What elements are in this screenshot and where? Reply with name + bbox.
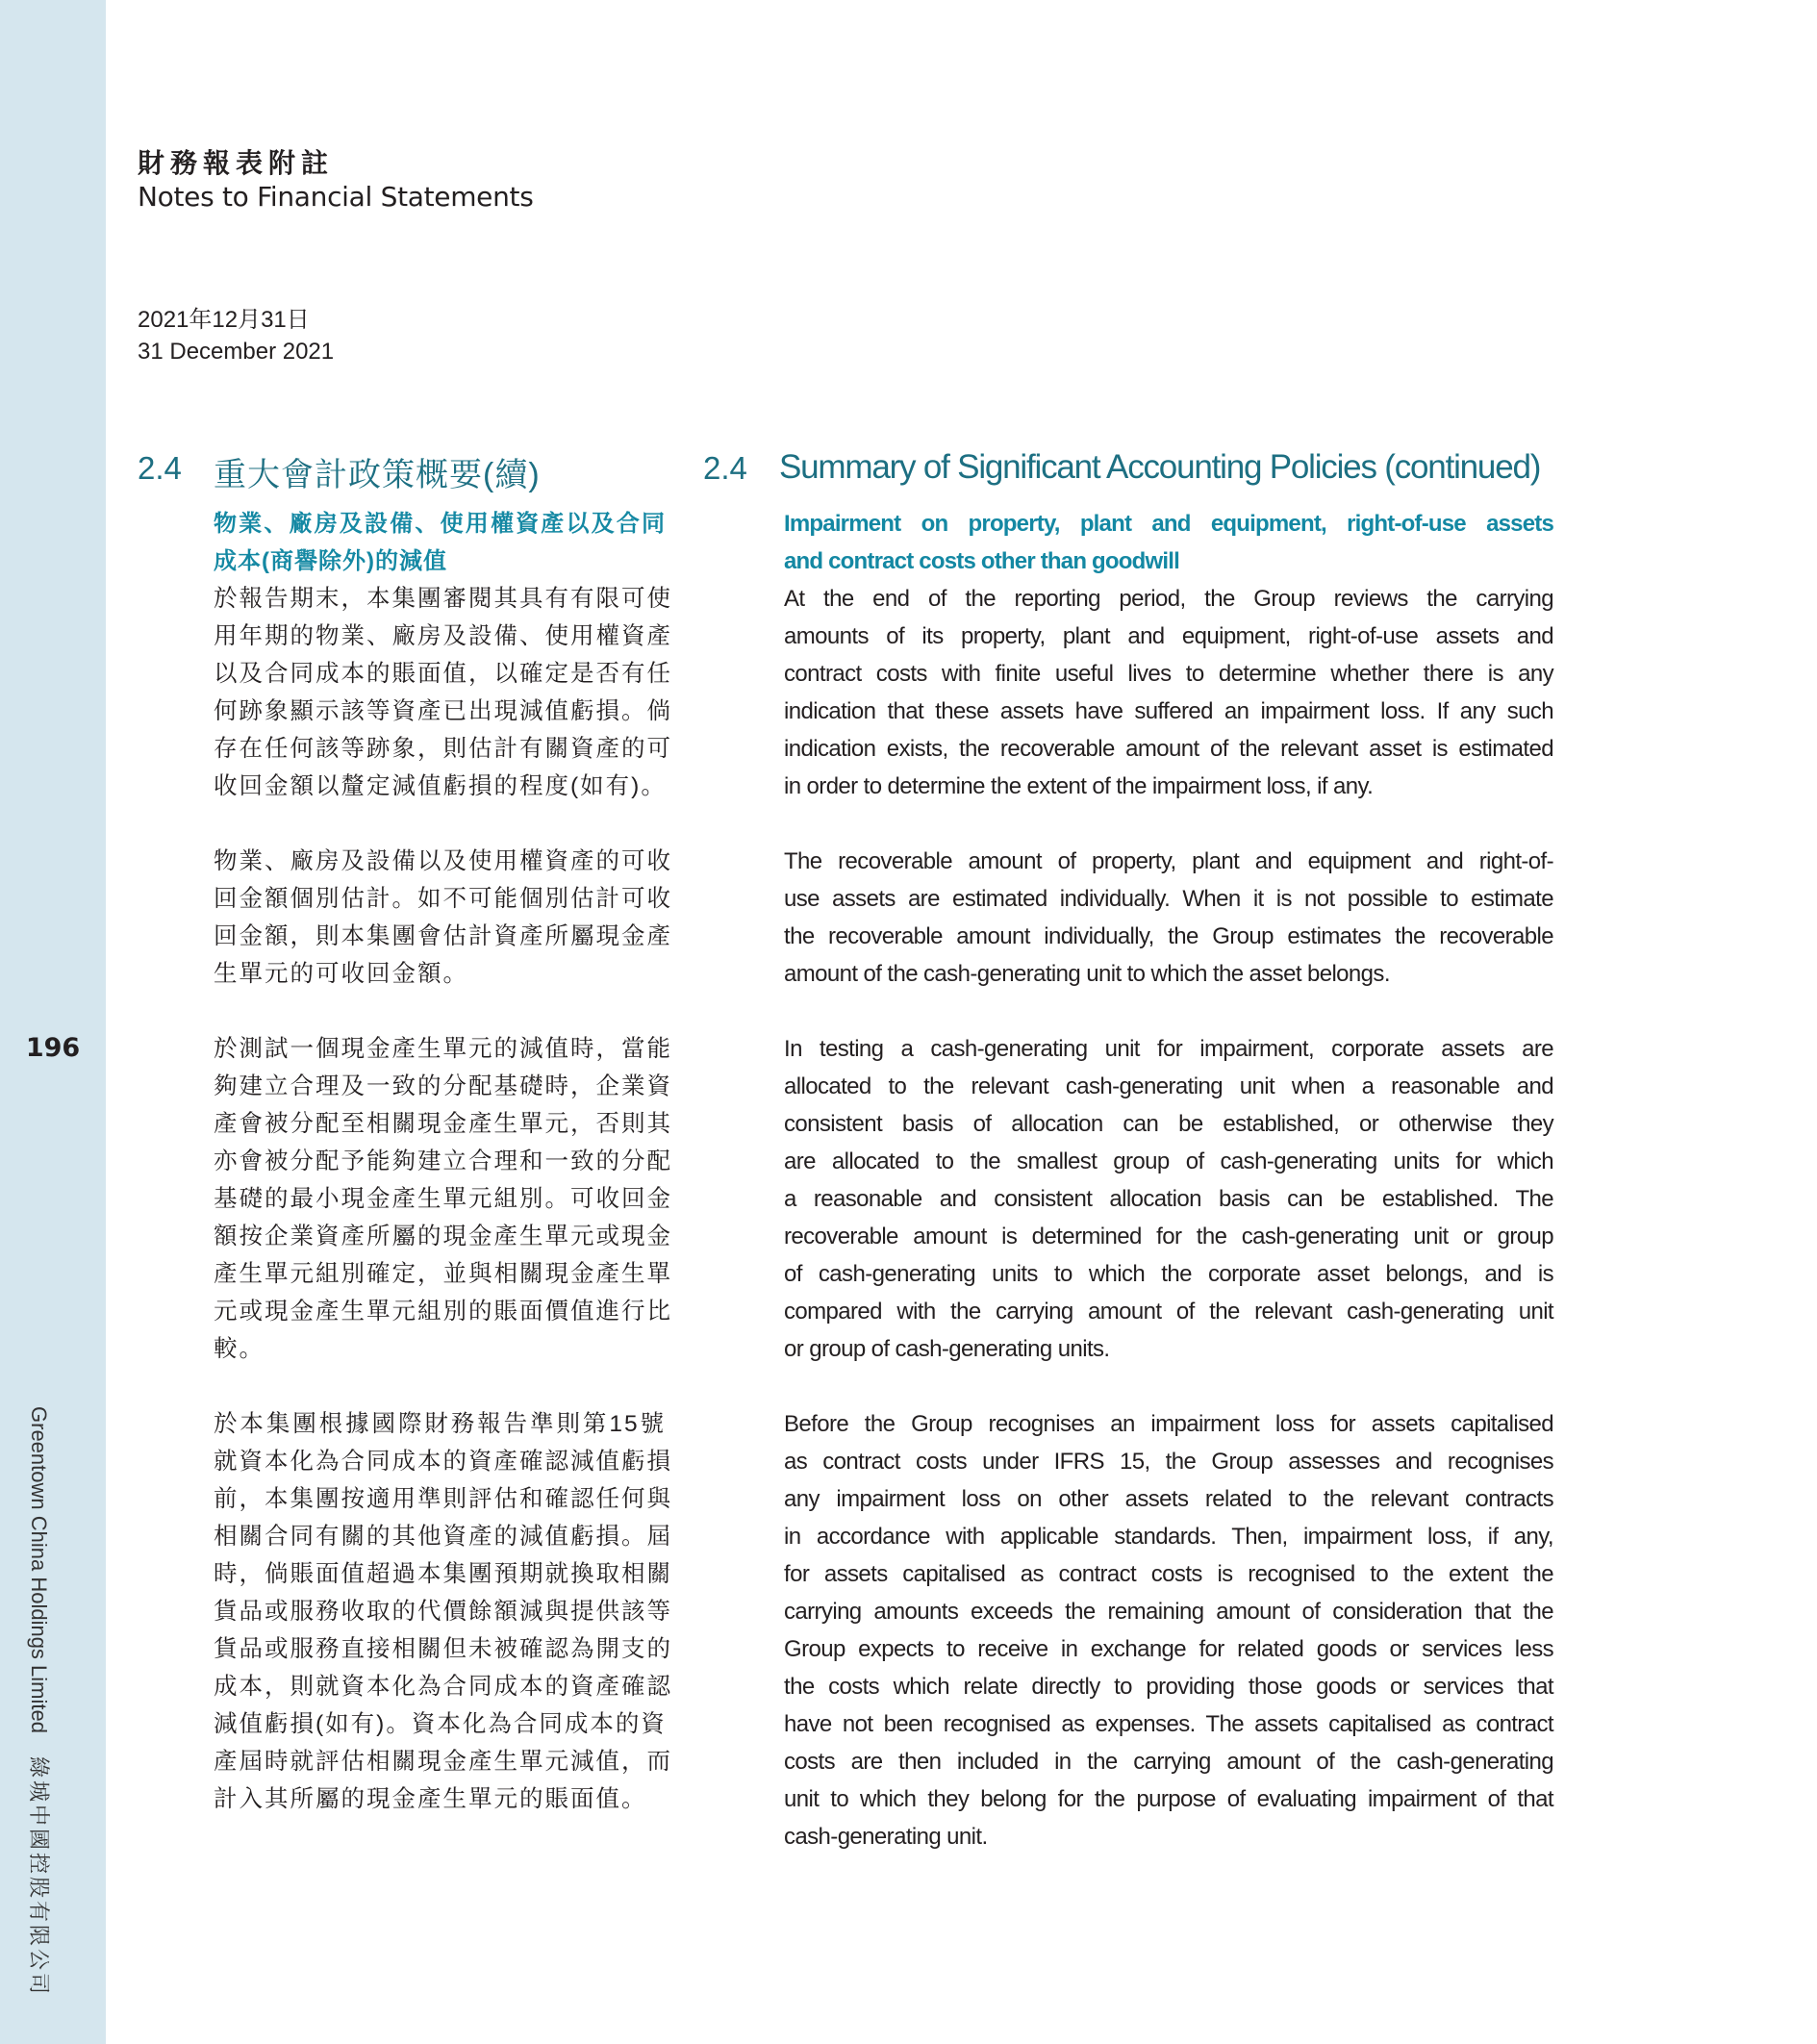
paragraph-line: 產生單元組別確定，並與相關現金產生單 (214, 1261, 672, 1287)
subheading-line: 成本(商譽除外)的減值 (214, 548, 447, 574)
paragraph-line: 何跡象顯示該等資產已出現減值虧損。倘 (214, 698, 672, 724)
column-english (784, 505, 1553, 1855)
paragraph (784, 843, 1553, 993)
company-name-vertical (25, 1406, 55, 1997)
paragraph-line: costs are then included in the carrying amount of the cash-generating (784, 1749, 1553, 1775)
paragraph-line: 計入其所屬的現金產生單元的賬面值。 (214, 1786, 647, 1812)
page-title-en: Notes to Financial Statements (138, 181, 534, 213)
paragraph-gap (784, 1368, 1553, 1405)
paragraph-line: 前，本集團按適用準則評估和確認任何與 (214, 1486, 672, 1512)
paragraph-line: 於測試一個現金產生單元的減值時，當能 (214, 1036, 672, 1062)
paragraph-line: indication that these assets have suffered an impairment loss. If any such (784, 698, 1553, 724)
paragraph-gap (214, 1368, 666, 1405)
paragraph-line: 產屆時就評估相關現金產生單元減值，而 (214, 1749, 672, 1775)
paragraph-line: carrying amounts exceeds the remaining amount of consideration that the (784, 1599, 1553, 1625)
paragraph-line: 物業、廠房及設備以及使用權資產的可收 (214, 848, 672, 874)
sidebar (0, 0, 106, 2044)
paragraph-line: 生單元的可收回金額。 (214, 961, 468, 987)
paragraph-line: 亦會被分配予能夠建立合理和一致的分配 (214, 1148, 672, 1174)
paragraph-line: amount of the cash-generating unit to which the asset belongs. (784, 961, 1390, 987)
column-chinese (214, 505, 672, 1818)
paragraph-line: 貨品或服務收取的代價餘額減與提供該等 (214, 1599, 672, 1625)
company-name-en: Greentown China Holdings Limited (27, 1406, 51, 1733)
page-title-zh: 財務報表附註 (138, 147, 335, 179)
paragraph-line: 額按企業資產所屬的現金產生單元或現金 (214, 1224, 672, 1249)
date-en: 31 December 2021 (138, 339, 335, 365)
paragraph-line: At the end of the reporting period, the Group reviews the carrying (784, 586, 1553, 612)
paragraph-line: 以及合同成本的賬面值，以確定是否有任 (214, 661, 672, 687)
paragraph-line: cash-generating unit. (784, 1824, 988, 1850)
paragraph-line: compared with the carrying amount of the relevant cash-generating unit (784, 1299, 1553, 1325)
section-number-en: 2.4 (703, 450, 747, 486)
company-name-zh: 綠城中國控股有限公司 (27, 1755, 51, 1997)
paragraph-line: contract costs with finite useful lives to determine whether there is any (784, 661, 1553, 687)
paragraph-line: 元或現金產生單元組別的賬面價值進行比 (214, 1299, 672, 1325)
paragraph-line: 於報告期末，本集團審閱其具有有限可使 (214, 586, 672, 612)
paragraph-line: a reasonable and consistent allocation basis can be established. The (784, 1186, 1553, 1212)
paragraph-line: 成本，則就資本化為合同成本的資產確認 (214, 1674, 672, 1700)
paragraph (214, 1030, 672, 1368)
paragraph-line: allocated to the relevant cash-generating unit when a reasonable and (784, 1073, 1553, 1099)
paragraph-line: 基礎的最小現金產生單元組別。可收回金 (214, 1186, 672, 1212)
page-number: 196 (25, 1033, 81, 1063)
paragraph-gap (784, 805, 1553, 843)
paragraph (214, 843, 672, 993)
paragraph-line: 較。 (214, 1336, 265, 1362)
paragraph-line: 時，倘賬面值超過本集團預期就換取相關 (214, 1561, 672, 1587)
paragraph-line: 貨品或服務直接相關但未被確認為開支的 (214, 1636, 672, 1662)
paragraph-line: have not been recognised as expenses. The assets capitalised as contract (784, 1711, 1553, 1737)
paragraph (784, 1030, 1553, 1368)
subheading-line: 物業、廠房及設備、使用權資產以及合同 (214, 511, 666, 537)
paragraph-line: unit to which they belong for the purpose of evaluating impairment of that (784, 1786, 1553, 1812)
paragraph-line: 回金額，則本集團會估計資產所屬現金產 (214, 923, 672, 949)
paragraph-line: for assets capitalised as contract costs is recognised to the extent the (784, 1561, 1553, 1587)
date-zh: 2021年12月31日 (138, 307, 310, 333)
paragraph-line: consistent basis of allocation can be established, or otherwise they (784, 1111, 1553, 1137)
paragraph-line: 於本集團根據國際財務報告準則第15號 (214, 1411, 666, 1437)
paragraph-line: In testing a cash-generating unit for impairment, corporate assets are (784, 1036, 1553, 1062)
paragraph-line: the recoverable amount individually, the Group estimates the recoverable (784, 923, 1553, 949)
paragraph-line: in order to determine the extent of the impairment loss, if any. (784, 773, 1374, 799)
paragraph-line: use assets are estimated individually. When it is not possible to estimate (784, 886, 1553, 912)
section-number-zh: 2.4 (138, 450, 182, 486)
paragraph-line: are allocated to the smallest group of cash-generating units for which (784, 1148, 1553, 1174)
paragraph (784, 580, 1553, 805)
paragraph-line: 產會被分配至相關現金產生單元，否則其 (214, 1111, 672, 1137)
paragraph-line: amounts of its property, plant and equipment, right-of-use assets and (784, 623, 1553, 649)
paragraph (784, 1405, 1553, 1855)
paragraph-line: as contract costs under IFRS 15, the Group assesses and recognises (784, 1449, 1553, 1475)
paragraph-gap (784, 993, 1553, 1030)
paragraph-line: the costs which relate directly to providing those goods or services that (784, 1674, 1553, 1700)
section-title-zh: 重大會計政策概要(續) (214, 457, 541, 493)
paragraph-line: The recoverable amount of property, plant and equipment and right-of- (784, 848, 1553, 874)
paragraph-gap (214, 805, 666, 843)
subheading-line: Impairment on property, plant and equipment, right-of-use assets (784, 511, 1553, 537)
subheading-line: and contract costs other than goodwill (784, 548, 1179, 574)
section-title-en: Summary of Significant Accounting Policies (continued) (779, 448, 1541, 486)
paragraph-line: 減值虧損(如有)。資本化為合同成本的資 (214, 1711, 667, 1737)
paragraph-line: 存在任何該等跡象，則估計有關資產的可 (214, 736, 672, 762)
paragraph-line: 夠建立合理及一致的分配基礎時，企業資 (214, 1073, 672, 1099)
paragraph-line: in accordance with applicable standards. Then, impairment loss, if any, (784, 1524, 1553, 1550)
paragraph-line: recoverable amount is determined for the cash-generating unit or group (784, 1224, 1553, 1249)
paragraph (214, 580, 672, 805)
paragraph-line: any impairment loss on other assets related to the relevant contracts (784, 1486, 1553, 1512)
paragraph-line: 用年期的物業、廠房及設備、使用權資產 (214, 623, 672, 649)
paragraph-line: 就資本化為合同成本的資產確認減值虧損 (214, 1449, 672, 1475)
paragraph-line: indication exists, the recoverable amount of the relevant asset is estimated (784, 736, 1553, 762)
paragraph-gap (214, 993, 666, 1030)
paragraph-line: Group expects to receive in exchange for related goods or services less (784, 1636, 1553, 1662)
paragraph-line: 收回金額以釐定減值虧損的程度(如有)。 (214, 773, 667, 799)
paragraph-line: or group of cash-generating units. (784, 1336, 1110, 1362)
paragraph-line: Before the Group recognises an impairment loss for assets capitalised (784, 1411, 1553, 1437)
paragraph (214, 1405, 672, 1818)
paragraph-line: 相關合同有關的其他資產的減值虧損。屆 (214, 1524, 672, 1550)
paragraph-line: of cash-generating units to which the corporate asset belongs, and is (784, 1261, 1553, 1287)
paragraph-line: 回金額個別估計。如不可能個別估計可收 (214, 886, 672, 912)
